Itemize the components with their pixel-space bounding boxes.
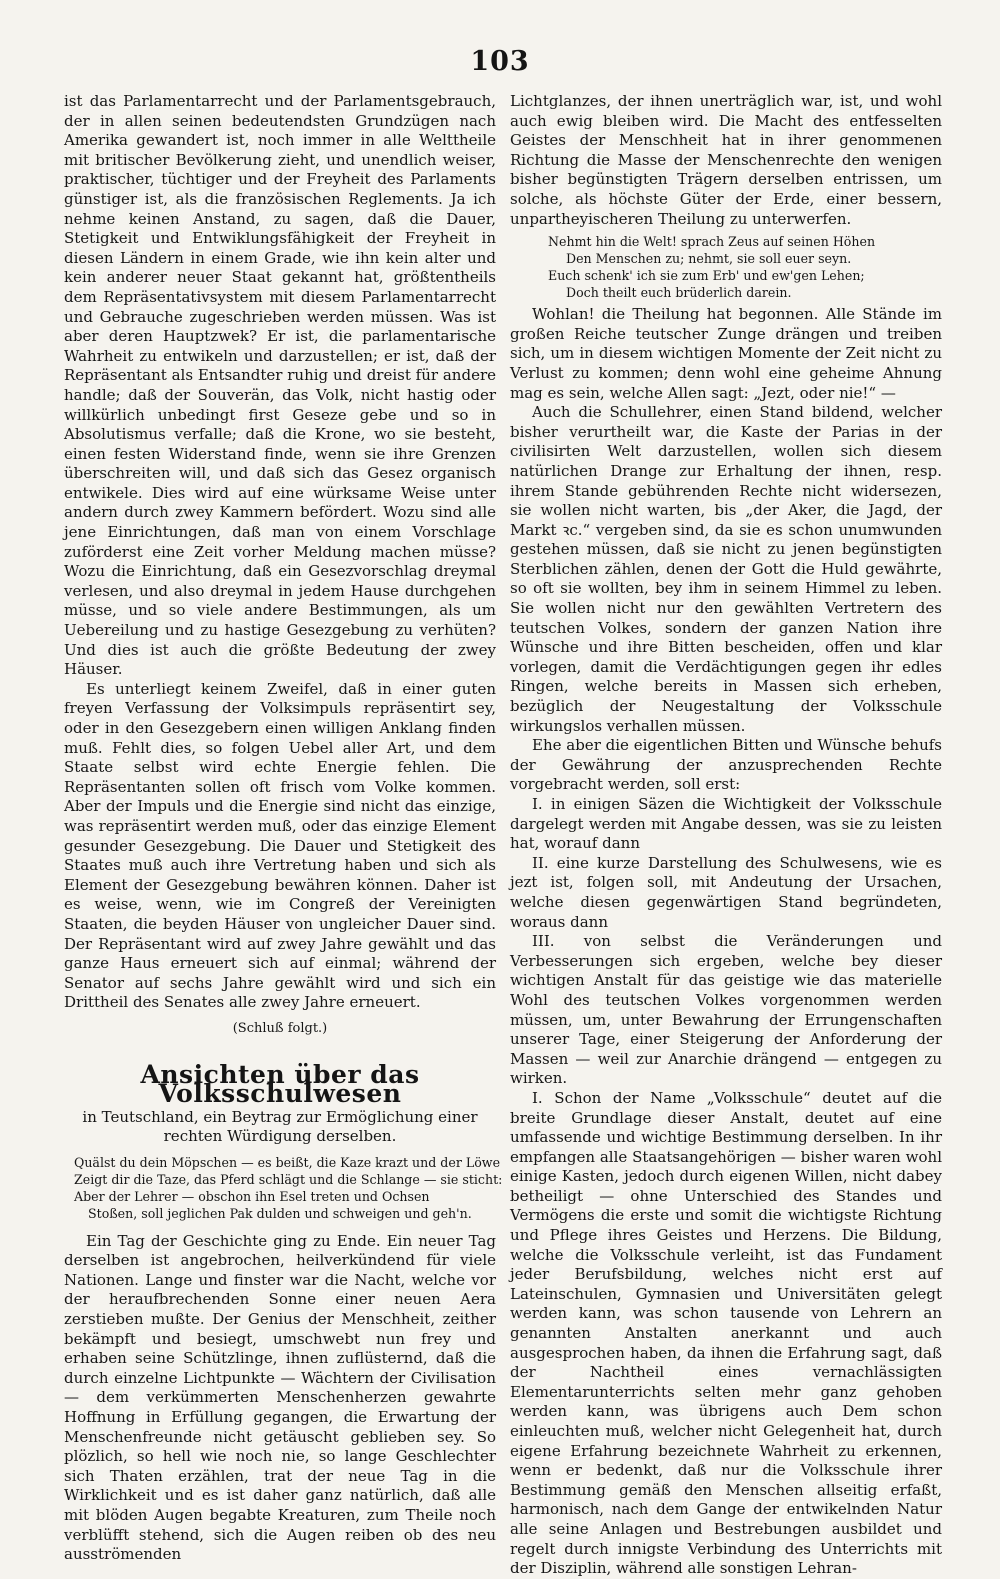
motto-line: Zeigt dir die Taze, das Pferd schlägt und die Schlange — sie sticht:	[74, 1171, 503, 1187]
poem-line: Euch schenk' ich sie zum Erb' und ew'gen Lehen;	[548, 268, 865, 284]
left-column	[64, 92, 503, 1565]
list-item: III. von selbst die Veränderungen und Verbesserungen sich ergeben, welche bey dieser wichtigen Anstalt für das geistige wie das materielle Wohl des teutschen Volkes vorgenommen werden müssen, um, unter Bewahrung der Errungenschaften unserer Tage, einer Steigerung der Anforderung der Massen — weil zur Anarchie drängend — entgegen zu wirken.	[510, 932, 942, 1088]
motto-line: Stoßen, soll jeglichen Pak dulden und schweigen und geh'n.	[88, 1205, 472, 1221]
list-item: I. in einigen Säzen die Wichtigkeit der Volksschule dargelegt werden mit Angabe dessen, was sie zu leisten hat, worauf dann	[510, 795, 942, 853]
paragraph: ist das Parlamentarrecht und der Parlamentsgebrauch, der in allen seinen bedeutendsten Grundzügen nach Amerika gewandert ist, noch immer in alle Welttheile mit britischer Bevölkerung zieht, und unendlich weiser, praktischer, tüchtiger und der Freyheit des Parlaments günstiger ist, als die französischen Reglements. Ja ich nehme keinen Anstand, zu sagen, daß die Dauer, Stetigkeit und Entwiklungsfähigkeit der Freyheit in diesen Ländern in einem Grade, wie ihn kein alter und kein anderer neuer Staat gekannt hat, größtentheils dem Repräsentativsystem mit diesem Parlamentarrecht und Gebrauche zugeschrieben werden müssen. Was ist aber deren Hauptzwek? Er ist, die parlamentarische Wahrheit zu entwikeln und darzustellen; er ist, daß der Repräsentant als Entsandter ruhig und dreist für andere handle; daß der Souverän, das Volk, nicht hastig oder willkürlich unbedingt first Geseze gebe und so in Absolutismus verfalle; daß die Krone, wo sie besteht, einen festen Widerstand finde, wenn sie ihre Grenzen überschreiten will, und daß sich das Gesez organisch entwikele. Dies wird auf eine würksame Weise unter andern durch zwey Kammern befördert. Wozu sind alle jene Einrichtungen, daß man von einem Vorschlage zuförderst eine Zeit vorher Meldung machen müsse? Wozu die Einrichtung, daß ein Gesezvorschlag dreymal verlesen, und also dreymal in jedem Hause durchgehen müsse, und so viele andere Bestimmungen, als um Uebereilung und zu hastige Gesezgebung zu verhüten? Und dies ist auch die größte Bedeutung der zwey Häuser.	[64, 92, 496, 679]
paragraph: Lichtglanzes, der ihnen unerträglich war, ist, und wohl auch ewig bleiben wird. Die Macht des entfesselten Geistes der Menschheit hat in ihrer genommenen Richtung die Masse der Menschenrechte den wenigen bisher begünstigten Trägern derselben entrissen, um solche, als höchste Güter der Erde, einer bessern, unpartheyischeren Theilung zu unterwerfen.	[510, 92, 942, 228]
paragraph: Ehe aber die eigentlichen Bitten und Wünsche behufs der Gewährung der anzusprechenden Rechte vorgebracht werden, soll erst:	[510, 736, 942, 794]
list-item: II. eine kurze Darstellung des Schulwesens, wie es jezt ist, folgen soll, mit Andeutung der Ursachen, welche diesen gegenwärtigen Stand begründeten, woraus dann	[510, 853, 942, 931]
article-subtitle: in Teutschland, ein Beytrag zur Ermöglichung einer rechten Würdigung derselben.	[82, 1107, 478, 1145]
paragraph: Es unterliegt keinem Zweifel, daß in einer guten freyen Verfassung der Volksimpuls repräsentirt sey, oder in den Gesezgebern einen willigen Anklang finden muß. Fehlt dies, so folgen Uebel aller Art, und dem Staate selbst wird echte Energie fehlen. Die Repräsentanten sollen oft frisch vom Volke kommen. Aber der Impuls und die Energie sind nicht das einzige, was repräsentirt werden muß, oder das einzige Element gesunder Gesezgebung. Die Dauer und Stetigkeit des Staates muß auch ihre Vertretung haben und sich als Element der Gesezgebung bewähren können. Daher ist es weise, wenn, wie im Congreß der Vereinigten Staaten, die beyden Häuser von ungleicher Dauer sind. Der Repräsentant wird auf zwey Jahre gewählt und das ganze Haus erneuert sich auf einmal; während der Senator auf sechs Jahre gewählt wird und sich ein Drittheil des Senates alle zwey Jahre erneuert.	[64, 679, 496, 1012]
article-title: Ansichten über das Volksschulwesen	[140, 1059, 420, 1109]
paragraph: Wohlan! die Theilung hat begonnen. Alle Stände im großen Reiche teutscher Zunge drängen und treiben sich, um in diesem wichtigen Momente der Zeit nicht zu Verlust zu kommen; denn wohl eine geheime Ahnung mag es sein, welche Allen sagt: „Jezt, oder nie!“ —	[510, 305, 942, 402]
motto-line: Quälst du dein Möpschen — es beißt, die Kaze krazt und der Löwe	[74, 1154, 501, 1170]
poem-line: Den Menschen zu; nehmt, sie soll euer seyn.	[566, 251, 852, 267]
right-column	[510, 92, 942, 1579]
poem-line: Nehmt hin die Welt! sprach Zeus auf seinen Höhen	[548, 234, 876, 250]
poem-quote	[548, 233, 942, 301]
continuation-note: (Schluß folgt.)	[232, 1020, 328, 1036]
paragraph: I. Schon der Name „Volksschule“ deutet auf die breite Grundlage dieser Anstalt, deutet auf eine umfassende und wichtige Bestimmung derselben. In ihr empfangen alle Staatsangehörigen — bisher waren wohl einige Kasten, jedoch durch eigenen Willen, nicht dabey betheiligt — ohne Unterschied des Standes und Vermögens die erste und somit die wichtigste Richtung und Pflege ihres Geistes und Herzens. Die Bildung, welche die Volksschule verleiht, ist das Fundament jeder Berufsbildung, welches nicht erst auf Lateinschulen, Gymnasien und Universitäten gelegt werden kann, was schon tausende von Lehrern an genannten Anstalten anerkannt und auch ausgesprochen haben, da ihnen die Erfahrung sagt, daß der Nachtheil eines vernachlässigten Elementarunterrichts selten mehr ganz gehoben werden kann, was übrigens auch Dem schon einleuchten muß, welcher nicht Gelegenheit hat, durch eigene Erfahrung bezeichnete Wahrheit zu erkennen, wenn er bedenkt, daß nur die Volksschule ihrer Bestimmung gemäß den Menschen allseitig erfaßt, harmonisch, nach dem Gange der entwikelnden Natur alle seine Anlagen und Bestrebungen ausbildet und regelt durch innigste Verbindung des Unterrichts mit der Disziplin, während alle sonstigen Lehran-	[510, 1088, 942, 1578]
paragraph: Auch die Schullehrer, einen Stand bildend, welcher bisher verurtheilt war, die Kaste der Parias in der civilisirten Welt darzustellen, wollen sich diesem natürlichen Drange zur Erhaltung der ihnen, resp. ihrem Stande gebührenden Rechte nicht widersezen, sie wollen nicht warten, bis „der Aker, die Jagd, der Markt ꝛc.“ vergeben sind, da sie es schon unumwunden gestehen müssen, daß sie nicht zu jenen begünstigten Sterblichen zählen, denen der Gott die Huld gewährte, so oft sie wollten, bey ihm in seinem Himmel zu leben. Sie wollen nicht nur den gewählten Vertretern des teutschen Volkes, sondern der ganzen Nation ihre Wünsche und ihre Bitten bescheiden, offen und klar vorlegen, damit die Verdächtigungen gegen ihr edles Ringen, welche bereits in Massen sich erheben, bezüglich der Neugestaltung der Volksschule wirkungslos verhallen müssen.	[510, 403, 942, 735]
motto	[74, 1154, 503, 1222]
paragraph: Ein Tag der Geschichte ging zu Ende. Ein neuer Tag derselben ist angebrochen, heilverkündend für viele Nationen. Lange und finster war die Nacht, welche vor der heraufbrechenden Sonne einer neuen Aera zerstieben mußte. Der Genius der Menschheit, zeither bekämpft und besiegt, umschwebt nun frey und erhaben seine Schützlinge, ihnen zuflüsternd, daß die durch einzelne Lichtpunkte — Wächtern der Civilisation — dem verkümmerten Menschenherzen gewahrte Hoffnung in Erfüllung gegangen, die Erwartung der Menschenfreunde nicht getäuscht geblieben sey. So plözlich, so hell wie noch nie, so lange Geschlechter sich Thaten erzählen, trat der neue Tag in die Wirklichkeit und es ist daher ganz natürlich, daß alle mit blöden Augen begabte Kreaturen, zum Theile noch verblüfft stehend, sich die Augen reiben ob des neu ausströmenden	[64, 1231, 496, 1564]
motto-line: Aber der Lehrer — obschon ihn Esel treten und Ochsen	[74, 1188, 430, 1204]
poem-line: Doch theilt euch brüderlich darein.	[566, 285, 792, 301]
page-number: 103	[470, 46, 530, 77]
